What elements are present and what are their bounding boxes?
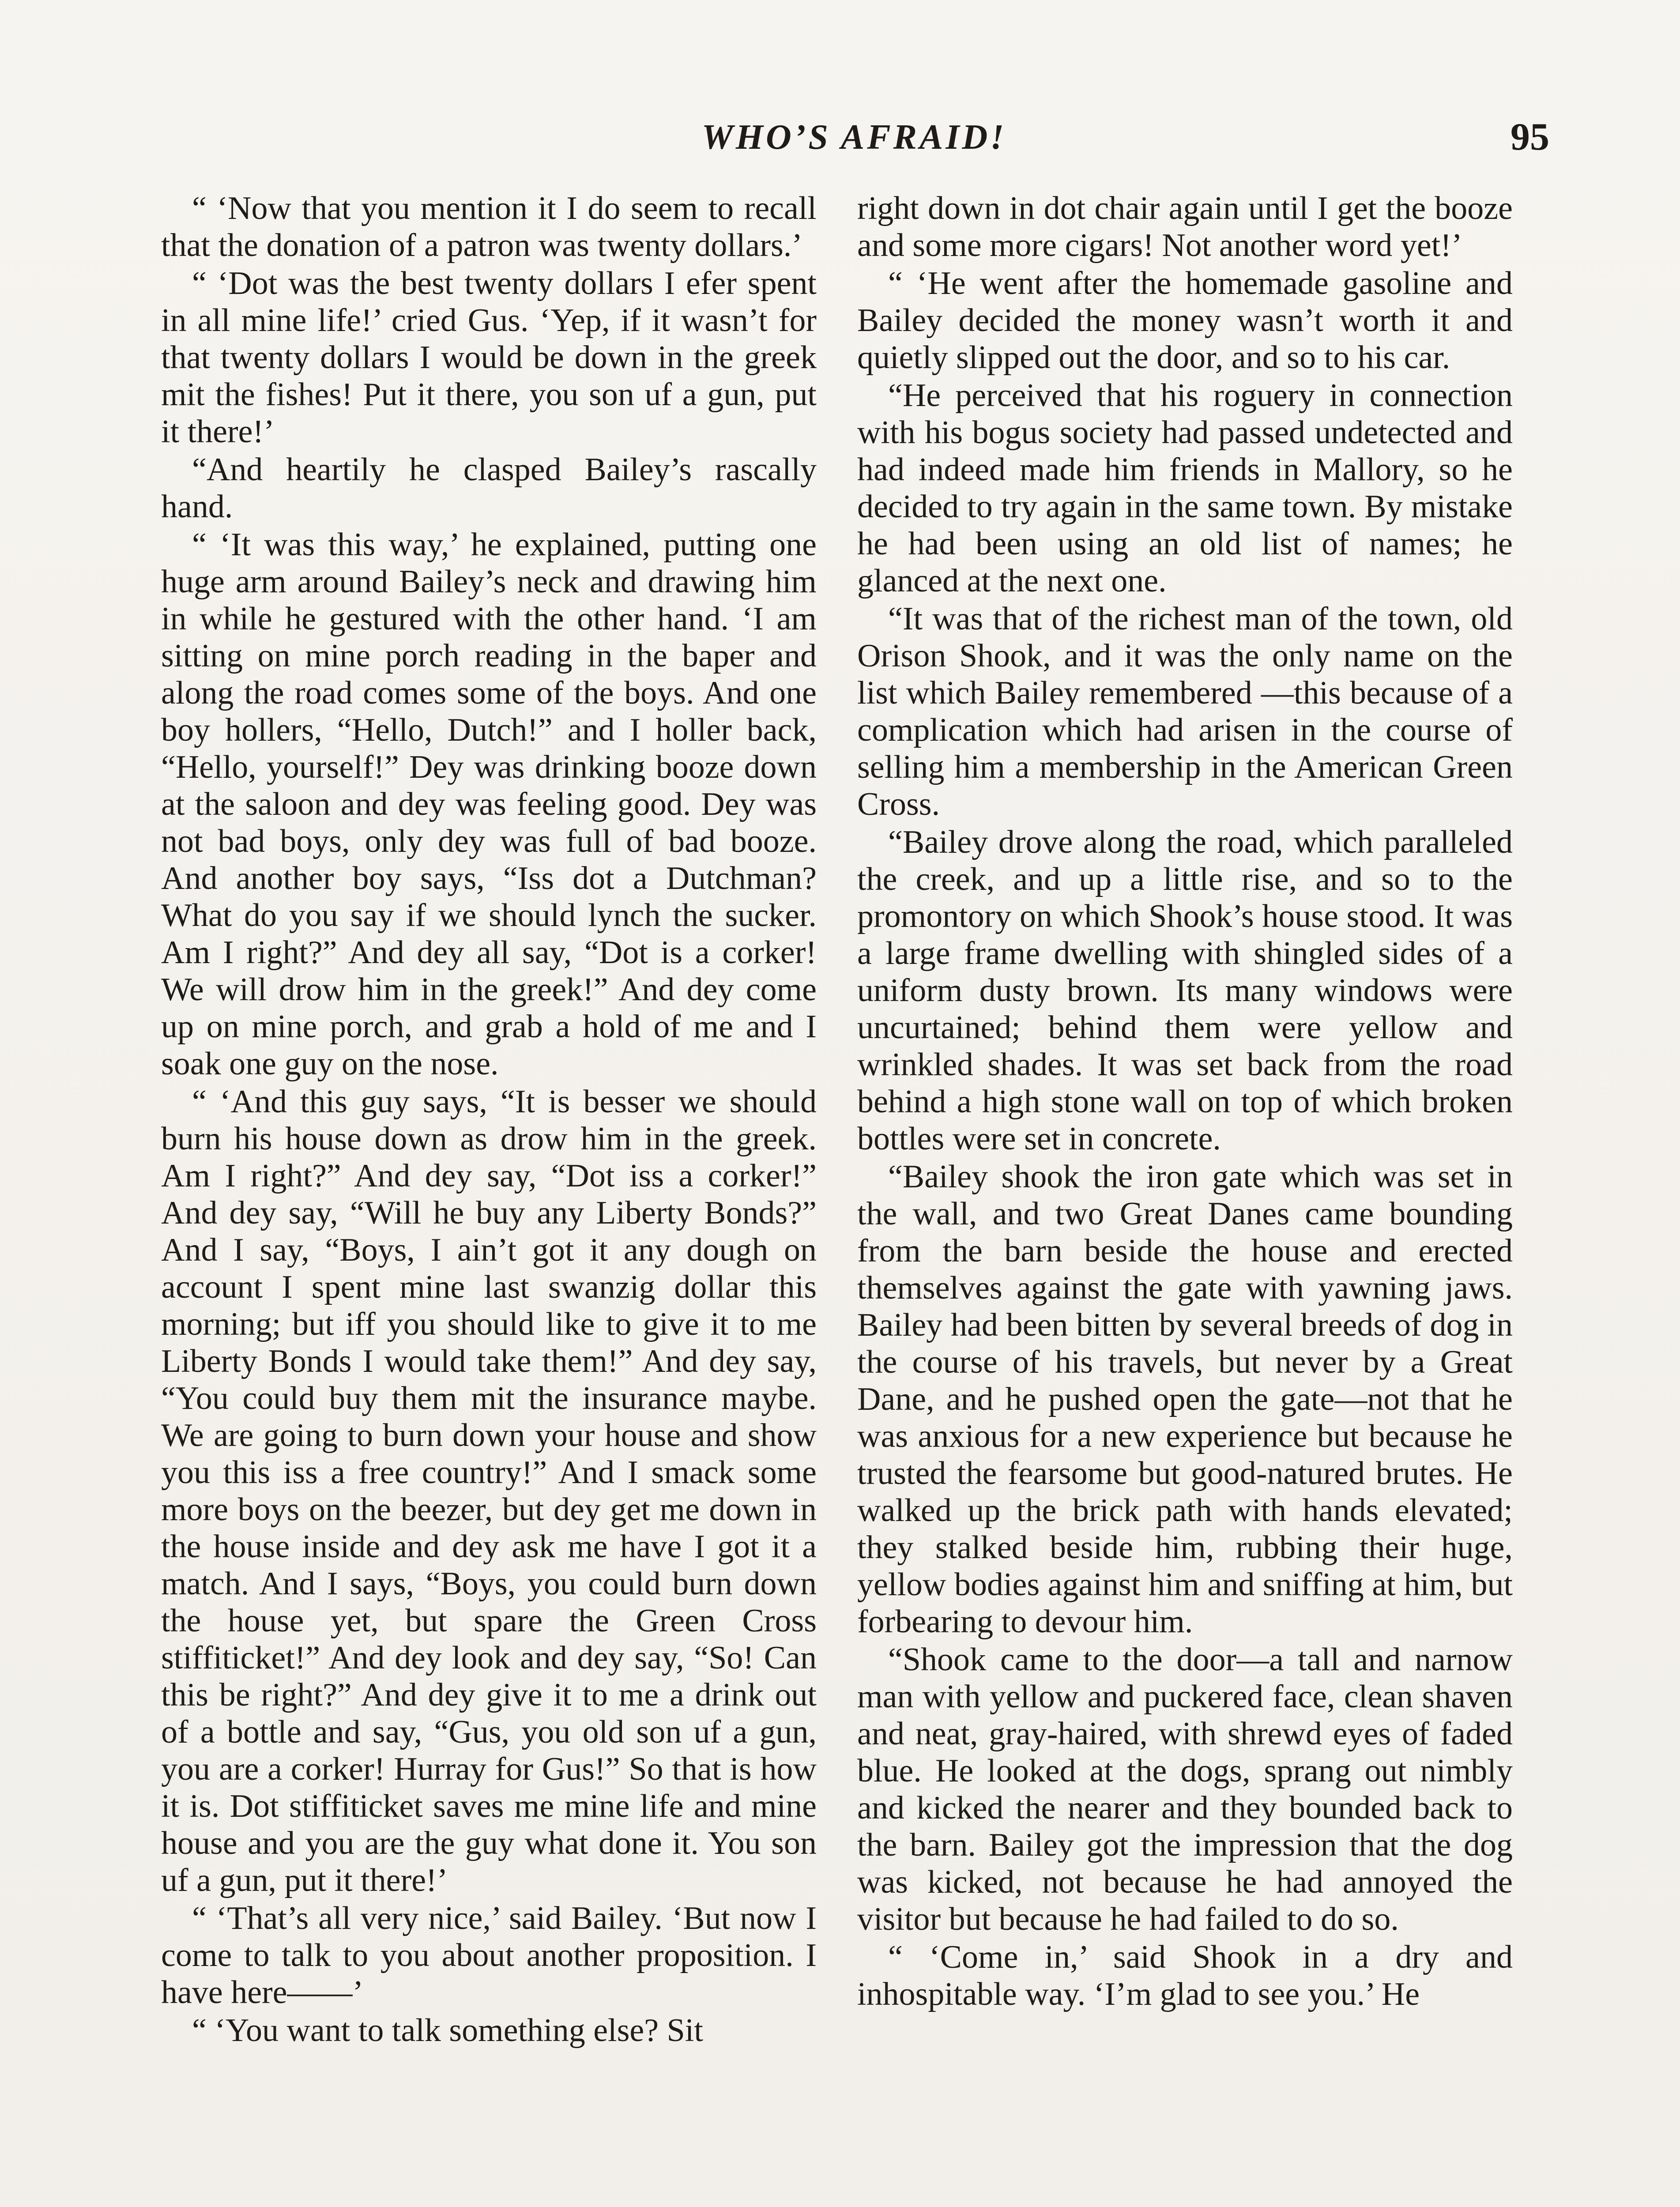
paragraph: “And heartily he clasped Bailey’s rascally hand. — [161, 452, 817, 525]
page-number: 95 — [1510, 116, 1549, 158]
left-column — [161, 190, 817, 2207]
paragraph: “ ‘He went after the homemade gasoline and Bailey decided the money wasn’t worth it and quietly slipped out the door, and so to his car. — [857, 265, 1513, 376]
paragraph: “ ‘Come in,’ said Shook in a dry and inhospitable way. ‘I’m glad to see you.’ He — [857, 1939, 1513, 2012]
paragraph: “ ‘Now that you mention it I do seem to recall that the donation of a patron was twenty dollars.’ — [161, 190, 817, 264]
right-column — [857, 190, 1513, 2207]
running-head — [159, 113, 1549, 162]
paragraph: “He perceived that his roguery in connection with his bogus society had passed undetected and had indeed made him friends in Mallory, so he decided to try again in the same town. By mistake he had been using an old list of names; he glanced at the next one. — [857, 377, 1513, 599]
paragraph: “It was that of the richest man of the town, old Orison Shook, and it was the only name on the list which Bailey remembered —this because of a complication which had arisen in the course of selling him a membership in the American Green Cross. — [857, 601, 1513, 822]
running-title: WHO’S AFRAID! — [701, 118, 1007, 157]
paragraph: “Bailey shook the iron gate which was set in the wall, and two Great Danes came bounding from the barn beside the house and erected themselves against the gate with yawning jaws. Bailey had been bitten by several breeds of dog in the course of his travels, but never by a Great Dane, and he pushed open the gate—not that he was anxious for a new experience but because he trusted the fearsome but good-natured brutes. He walked up the brick path with hands elevated; they stalked beside him, rubbing their huge, yellow bodies against him and sniffing at him, but forbearing to devour him. — [857, 1159, 1513, 1640]
paragraph: “ ‘And this guy says, “It is besser we should burn his house down as drow him in the greek. Am I right?” And dey say, “Dot iss a corker!” And dey say, “Will he buy any Liberty Bonds?” And I say, “Boys, I ain’t got it any dough on account I spent mine last swanzig dollar this morning; but iff you should like to give it to me Liberty Bonds I would take them!” And dey say, “You could buy them mit the insurance maybe. We are going to burn down your house and show you this iss a free country!” And I smack some more boys on the beezer, but dey get me down in the house inside and dey ask me have I got it a match. And I says, “Boys, you could burn down the house yet, but spare the Green Cross stiffiticket!” And dey look and dey say, “So! Can this be right?” And dey give it to me a drink out of a bottle and say, “Gus, you old son uf a gun, you are a corker! Hurray for Gus!” So that is how it is. Dot stiffiticket saves me mine life and mine house and you are the guy what done it. You son uf a gun, put it there!’ — [161, 1084, 817, 1898]
paragraph: “ ‘It was this way,’ he explained, putting one huge arm around Bailey’s neck and drawing him in while he gestured with the other hand. ‘I am sitting on mine porch reading in the baper and along the road comes some of the boys. And one boy hollers, “Hello, Dutch!” and I holler back, “Hello, yourself!” Dey was drinking booze down at the saloon and dey was feeling good. Dey was not bad boys, only dey was full of bad booze. And another boy says, “Iss dot a Dutchman? What do you say if we should lynch the sucker. Am I right?” And dey all say, “Dot is a corker! We will drow him in the greek!” And dey come up on mine porch, and grab a hold of me and I soak one guy on the nose. — [161, 527, 817, 1082]
paragraph: “ ‘That’s all very nice,’ said Bailey. ‘But now I come to talk to you about another proposition. I have here——’ — [161, 1900, 817, 2011]
paragraph: “ ‘Dot was the best twenty dollars I efer spent in all mine life!’ cried Gus. ‘Yep, if it wasn’t for that twenty dollars I would be down in the greek mit the fishes! Put it there, you son uf a gun, put it there!’ — [161, 265, 817, 450]
paragraph: “Bailey drove along the road, which paralleled the creek, and up a little rise, and so to the promontory on which Shook’s house stood. It was a large frame dwelling with shingled sides of a uniform dusty brown. Its many windows were uncurtained; behind them were yellow and wrinkled shades. It was set back from the road behind a high stone wall on top of which broken bottles were set in concrete. — [857, 824, 1513, 1157]
paragraph: “ ‘You want to talk something else? Sit — [192, 2012, 703, 2049]
paragraph-continued: right down in dot chair again until I get the booze and some more cigars! Not another word yet!’ — [857, 190, 1513, 264]
paragraph: “Shook came to the door—a tall and narnow man with yellow and puckered face, clean shaven and neat, gray-haired, with shrewd eyes of faded blue. He looked at the dogs, sprang out nimbly and kicked the nearer and they bounded back to the barn. Bailey got the impression that the dog was kicked, not because he had annoyed the visitor but because he had failed to do so. — [857, 1642, 1513, 1937]
